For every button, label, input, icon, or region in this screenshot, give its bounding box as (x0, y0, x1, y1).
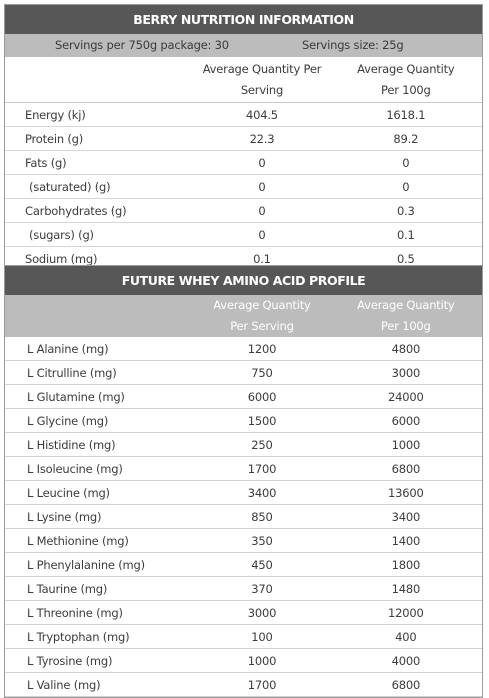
nutrition-column-headers (5, 57, 482, 103)
row-label: L Tryptophan (mg) (27, 629, 130, 644)
row-label: L Histidine (mg) (27, 437, 116, 452)
per-serving-value: 1700 (247, 461, 277, 476)
per-serving-value: 0 (258, 203, 266, 218)
row-label: L Alanine (mg) (27, 341, 109, 356)
per-serving-value: 350 (251, 533, 273, 548)
per-serving-value: 0 (258, 155, 266, 170)
per-100g-value: 4800 (391, 341, 421, 356)
row-label: (saturated) (g) (29, 179, 111, 194)
amino-column-headers (5, 295, 482, 337)
row-label: L Leucine (mg) (27, 485, 110, 500)
per-serving-value: 100 (251, 629, 273, 644)
table-row (5, 433, 482, 457)
amino-table-title: FUTURE WHEY AMINO ACID PROFILE (5, 266, 482, 295)
row-label: Sodium (mg) (25, 251, 98, 266)
per-serving-value: 1700 (247, 677, 277, 692)
per-serving-value: 1000 (247, 653, 277, 668)
per-serving-value: 250 (251, 437, 273, 452)
per-100g-value: 0.3 (396, 203, 415, 218)
per-100g-value: 89.2 (393, 131, 419, 146)
row-label: L Citrulline (mg) (27, 365, 117, 380)
per-serving-value: 6000 (247, 389, 277, 404)
table-row (5, 385, 482, 409)
per-100g-value: 0.5 (396, 251, 415, 266)
table-row (5, 175, 482, 199)
per-serving-value: 22.3 (249, 131, 275, 146)
per-serving-column-header (194, 295, 329, 337)
per-serving-header-line1: Average Quantity (213, 298, 311, 312)
per-serving-value: 450 (251, 557, 273, 572)
row-label: L Threonine (mg) (27, 605, 123, 620)
per-serving-value: 0 (258, 179, 266, 194)
per-100g-column-header (330, 295, 482, 337)
table-row (5, 457, 482, 481)
table-row (5, 529, 482, 553)
table-row (5, 481, 482, 505)
per-100g-value: 6800 (391, 461, 421, 476)
row-label: L Glycine (mg) (27, 413, 109, 428)
per-100g-value: 400 (395, 629, 417, 644)
per-100g-value: 12000 (388, 605, 424, 620)
per-100g-value: 24000 (388, 389, 424, 404)
per-100g-value: 1000 (391, 437, 421, 452)
per-serving-header-line2: Per Serving (230, 319, 294, 333)
per-serving-value: 750 (251, 365, 273, 380)
nutrition-rows (5, 103, 482, 270)
row-label: L Tyrosine (mg) (27, 653, 113, 668)
table-row (5, 103, 482, 127)
table-row (5, 625, 482, 649)
row-label: L Glutamine (mg) (27, 389, 125, 404)
table-row (5, 673, 482, 697)
per-100g-header-line2: Per 100g (381, 82, 431, 97)
per-100g-value: 4000 (391, 653, 421, 668)
per-100g-value: 0 (402, 155, 410, 170)
per-serving-value: 1200 (247, 341, 277, 356)
row-label: L Valine (mg) (27, 677, 101, 692)
per-serving-value: 0.1 (253, 251, 271, 266)
table-row (5, 577, 482, 601)
per-100g-value: 0 (402, 179, 410, 194)
row-label: L Isoleucine (mg) (27, 461, 123, 476)
row-label: L Methionine (mg) (27, 533, 129, 548)
per-100g-column-header (330, 59, 482, 101)
nutrition-table-title: BERRY NUTRITION INFORMATION (5, 5, 482, 34)
serving-info-bar (5, 34, 482, 57)
per-100g-value: 1400 (391, 533, 421, 548)
per-serving-value: 850 (251, 509, 273, 524)
table-row (5, 199, 482, 223)
row-label: (sugars) (g) (29, 227, 94, 242)
servings-per-package: Servings per 750g package: 30 (55, 38, 229, 52)
row-label: L Lysine (mg) (27, 509, 102, 524)
per-serving-value: 3000 (247, 605, 277, 620)
per-serving-header-line2: Serving (240, 82, 284, 97)
row-label: L Taurine (mg) (27, 581, 108, 596)
table-row (5, 127, 482, 151)
per-serving-column-header (194, 59, 329, 101)
table-row (5, 505, 482, 529)
row-label: Protein (g) (25, 131, 84, 146)
per-100g-value: 1800 (391, 557, 421, 572)
amino-acid-profile-table (4, 265, 483, 698)
row-label: Fats (g) (25, 155, 67, 170)
table-row (5, 223, 482, 247)
table-row (5, 409, 482, 433)
table-row (5, 601, 482, 625)
per-serving-value: 404.5 (246, 107, 278, 122)
per-100g-header-line1: Average Quantity (357, 298, 455, 312)
per-serving-value: 370 (251, 581, 273, 596)
per-100g-header-line1: Average Quantity (357, 61, 455, 76)
per-serving-value: 0 (258, 227, 266, 242)
per-100g-value: 6000 (391, 413, 421, 428)
per-100g-value: 1618.1 (386, 107, 426, 122)
per-100g-value: 0.1 (396, 227, 415, 242)
per-serving-value: 1500 (247, 413, 277, 428)
serving-size: Servings size: 25g (302, 38, 404, 52)
per-serving-header-line1: Average Quantity Per (202, 61, 322, 76)
row-label: L Phenylalanine (mg) (27, 557, 145, 572)
per-100g-value: 13600 (388, 485, 424, 500)
row-label: Energy (kj) (25, 107, 86, 122)
per-100g-value: 1480 (391, 581, 421, 596)
table-row (5, 553, 482, 577)
table-row (5, 361, 482, 385)
per-100g-value: 3400 (391, 509, 421, 524)
table-row (5, 337, 482, 361)
table-row (5, 649, 482, 673)
per-100g-value: 3000 (391, 365, 421, 380)
per-100g-value: 6800 (391, 677, 421, 692)
nutrition-information-table (4, 4, 483, 271)
per-100g-header-line2: Per 100g (381, 319, 431, 333)
row-label: Carbohydrates (g) (25, 203, 127, 218)
amino-rows (5, 337, 482, 697)
per-serving-value: 3400 (247, 485, 277, 500)
table-row (5, 151, 482, 175)
